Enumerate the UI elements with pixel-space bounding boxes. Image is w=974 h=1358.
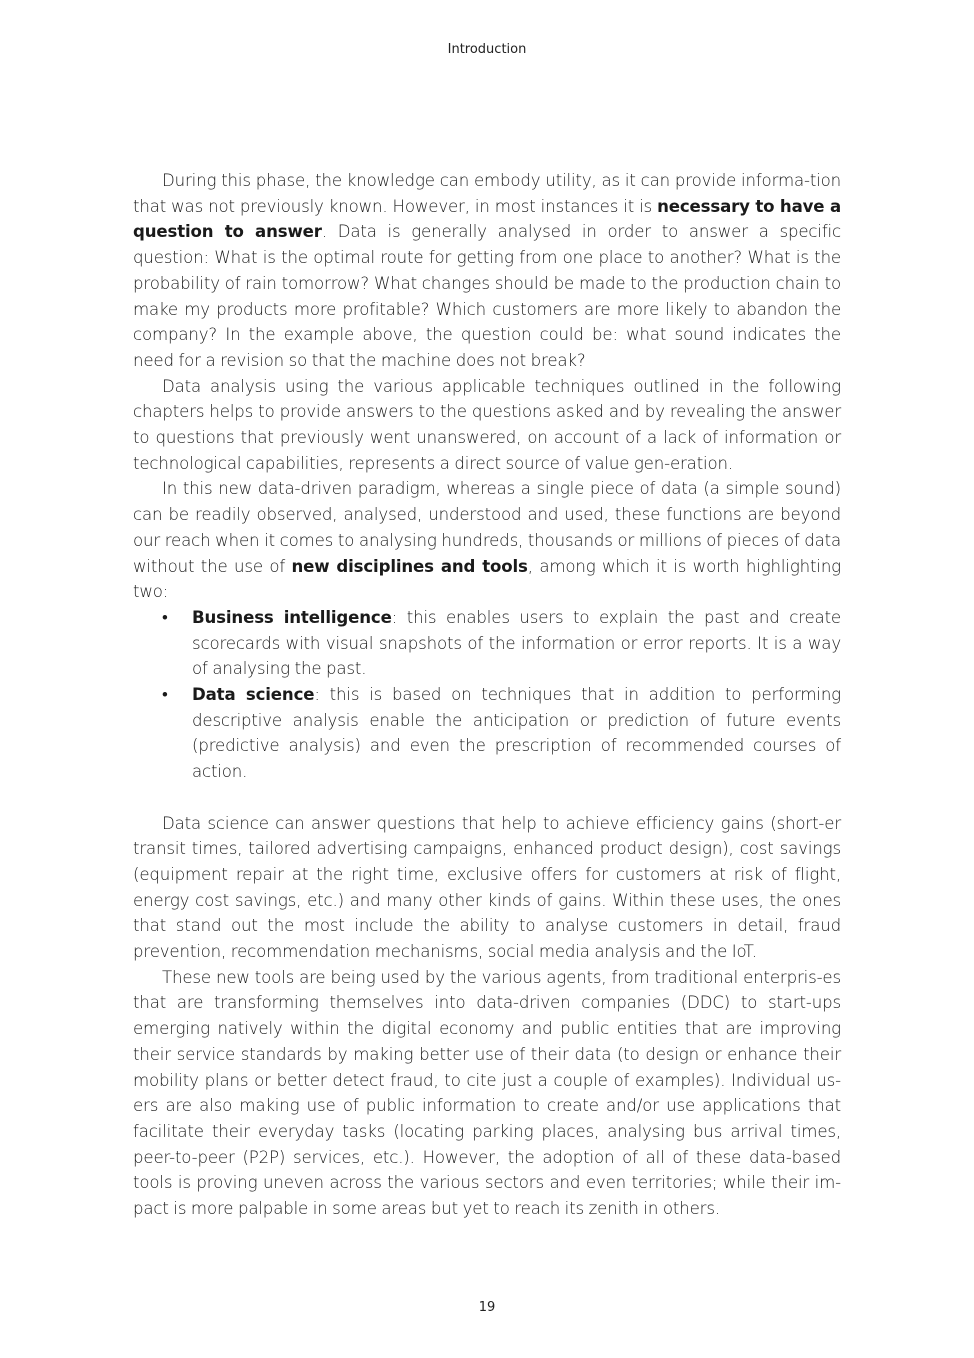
paragraph-text: In this new data-driven paradigm, whereas a single piece of data (a simple sound) can be readily observed, analysed, understood and used, these functions are beyond our reach when it comes to analysing hundreds, thousands or millions of pieces of data without the use of [133, 479, 841, 576]
paragraph-text: . Data is generally analysed in order to answer a specific question: What is the optimal route for getting from one place to another? What is the probability of rain tomorrow? What changes should be made to the production chain to make my products more profitable? Which customers are more likely to abandon the company? In the example above, the question could be: what sound indicates the need for a revision so that the machine does not break? [133, 222, 841, 370]
list-item-text: : this is based on techniques that in addition to performing descriptive analysis enable the anticipation or prediction of future events (predictive analysis) and even the prescription of recommended courses of action. [192, 685, 841, 782]
bullet-icon: • [162, 607, 168, 627]
bullet-icon: • [162, 685, 168, 705]
paragraph-data-analysis: Data analysis using the various applicable techniques outlined in the following chapters helps to provide answers to the questions asked and by revealing the answer to questions that previously went unanswered, on account of a lack of information or technological capabilities, represents a direct source of value gen-eration. [133, 376, 841, 473]
paragraph-new-tools-adoption: These new tools are being used by the various agents, from traditional enterpris-es that are transforming themselves into data-driven companies (DDC) to start-ups emerging natively within the digital economy and public entities that are improving their service standards by making better use of their data (to design or enhance their mobility plans or better detect fraud, to cite just a couple of examples). Individual us-ers are also making use of public information to create and/or use applications that facilitate their everyday tasks (locating parking places, analysing bus arrival times, peer-to-peer (P2P) services, etc.). However, the adoption of all of these data-based tools is proving uneven across the various sectors and even territories; while their im-pact is more palpable in some areas but yet to reach its zenith in others. [133, 967, 841, 1219]
paragraph-text: During this phase, the knowledge can embody utility, as it can provide informa-tion that was not previously known. However, in most instances it is [133, 171, 841, 216]
emphasis-text: necessary to have a question to answer [133, 196, 841, 242]
list-item-data-science [133, 682, 841, 785]
main-text [133, 168, 841, 1222]
paragraph-spacer [133, 785, 841, 811]
emphasis-text: new disciplines and tools [291, 556, 528, 576]
paragraph-data-driven-paradigm [133, 476, 841, 605]
list-item-term: Data science [192, 685, 315, 705]
list-item-term: Business intelligence [192, 607, 392, 627]
list-item-text: : this enables users to explain the past and create scorecards with visual snapshots of the information or error reports. It is a way of analysing the past. [192, 607, 841, 679]
page-number: 19 [478, 1300, 496, 1315]
paragraph-question-to-answer [133, 168, 841, 374]
discipline-list [133, 605, 841, 785]
running-head: Introduction [447, 42, 527, 57]
list-item-business-intelligence [133, 605, 841, 682]
paragraph-data-science-gains: Data science can answer questions that help to achieve efficiency gains (short-er transit times, tailored advertising campaigns, enhanced product design), cost savings (equipment repair at the right time, exclusive offers for customers at risk of flight, energy cost savings, etc.) and many other kinds of gains. Within these uses, the ones that stand out the most include the ability to analyse customers in detail, fraud prevention, recommendation mechanisms, social media analysis and the IoT. [133, 813, 841, 962]
paragraph-text: , among which it is worth highlighting two: [133, 556, 841, 602]
